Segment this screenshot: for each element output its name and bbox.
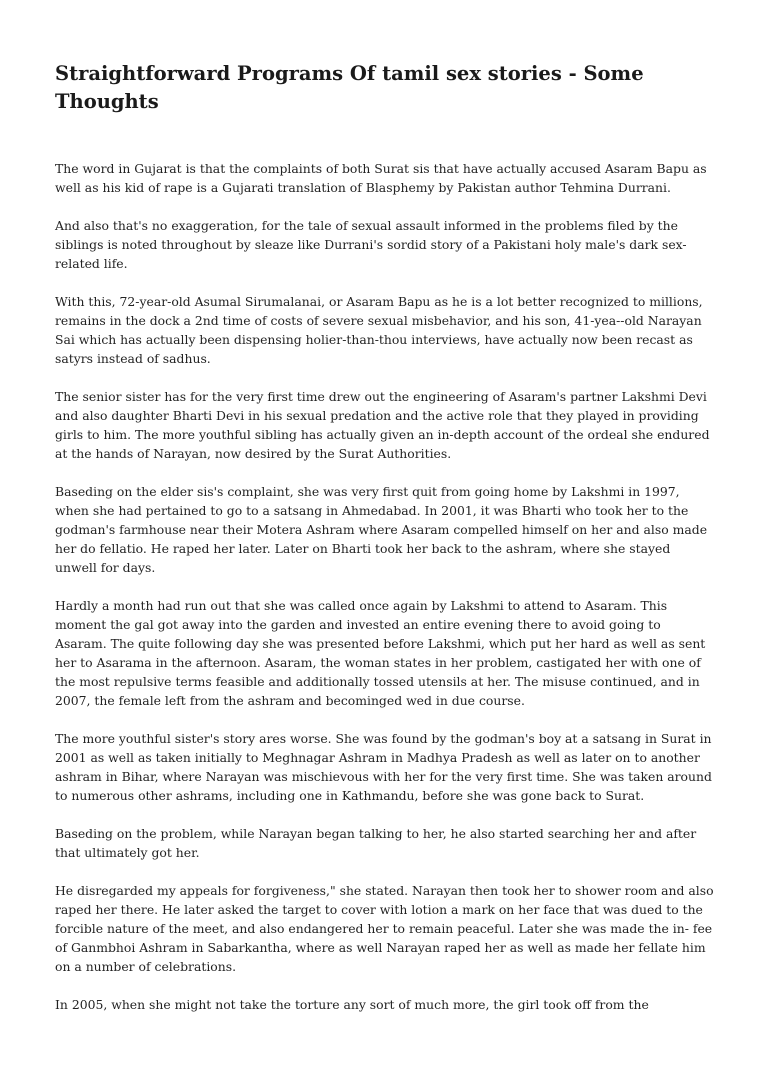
paragraph-3: With this, 72-year-old Asumal Sirumalanai, or Asaram Bapu as he is a lot better recognized to millions, remains in the dock a 2nd time of costs of severe sexual misbehavior, and his son, 41-yea--old Narayan Sai which has actually been dispensing holier-than-thou interviews, have actually now been recast as satyrs instead of sadhus. bbox=[55, 294, 703, 366]
paragraph-8: Baseding on the problem, while Narayan began talking to her, he also started searching her and after that ultimately got her. bbox=[55, 826, 697, 860]
paragraph-4: The senior sister has for the very first time drew out the engineering of Asaram's partner Lakshmi Devi and also daughter Bharti Devi in his sexual predation and the active role that they played in providing girls to him. The more youthful sibling has actually given an in-depth account of the ordeal she endured at the hands of Narayan, now desired by the Surat Authorities. bbox=[55, 389, 710, 461]
paragraph-10: In 2005, when she might not take the torture any sort of much more, the girl took off from the bbox=[55, 997, 649, 1012]
paragraph-2: And also that's no exaggeration, for the tale of sexual assault informed in the problems filed by the siblings is noted throughout by sleaze like Durrani's sordid story of a Pakistani holy male's dark sex-related life. bbox=[55, 218, 687, 271]
paragraph-6: Hardly a month had run out that she was called once again by Lakshmi to attend to Asaram. This moment the gal got away into the garden and invested an entire evening there to avoid going to Asaram. The quite following day she was presented before Lakshmi, which put her hard as well as sent her to Asarama in the afternoon. Asaram, the woman states in her problem, castigated her with one of the most repulsive terms feasible and additionally tossed utensils at her. The misuse continued, and in 2007, the female left from the ashram and becominged wed in due course. bbox=[55, 598, 706, 708]
paragraph-9: He disregarded my appeals for forgiveness," she stated. Narayan then took her to shower room and also raped her there. He later asked the target to cover with lotion a mark on her face that was dued to the forcible nature of the meet, and also endangered her to remain peaceful. Later she was made the in- fee of Ganmbhoi Ashram in Sabarkantha, where as well Narayan raped her as well as made her fellate him on a number of celebrations. bbox=[55, 883, 714, 974]
document-title: Straightforward Programs Of tamil sex stories - Some Thoughts bbox=[55, 62, 644, 113]
paragraph-7: The more youthful sister's story ares worse. She was found by the godman's boy at a satsang in Surat in 2001 as well as taken initially to Meghnagar Ashram in Madhya Pradesh as well as later on to another ashram in Bihar, where Narayan was mischievous with her for the very first time. She was taken around to numerous other ashrams, including one in Kathmandu, before she was gone back to Surat. bbox=[55, 731, 712, 803]
document-page bbox=[55, 60, 715, 1033]
paragraph-1: The word in Gujarat is that the complaints of both Surat sis that have actually accused Asaram Bapu as well as his kid of rape is a Gujarati translation of Blasphemy by Pakistan author Tehmina Durrani. bbox=[55, 161, 707, 195]
paragraph-5: Baseding on the elder sis's complaint, she was very first quit from going home by Lakshmi in 1997, when she had pertained to go to a satsang in Ahmedabad. In 2001, it was Bharti who took her to the godman's farmhouse near their Motera Ashram where Asaram compelled himself on her and also made her do fellatio. He raped her later. Later on Bharti took her back to the ashram, where she stayed unwell for days. bbox=[55, 484, 708, 575]
